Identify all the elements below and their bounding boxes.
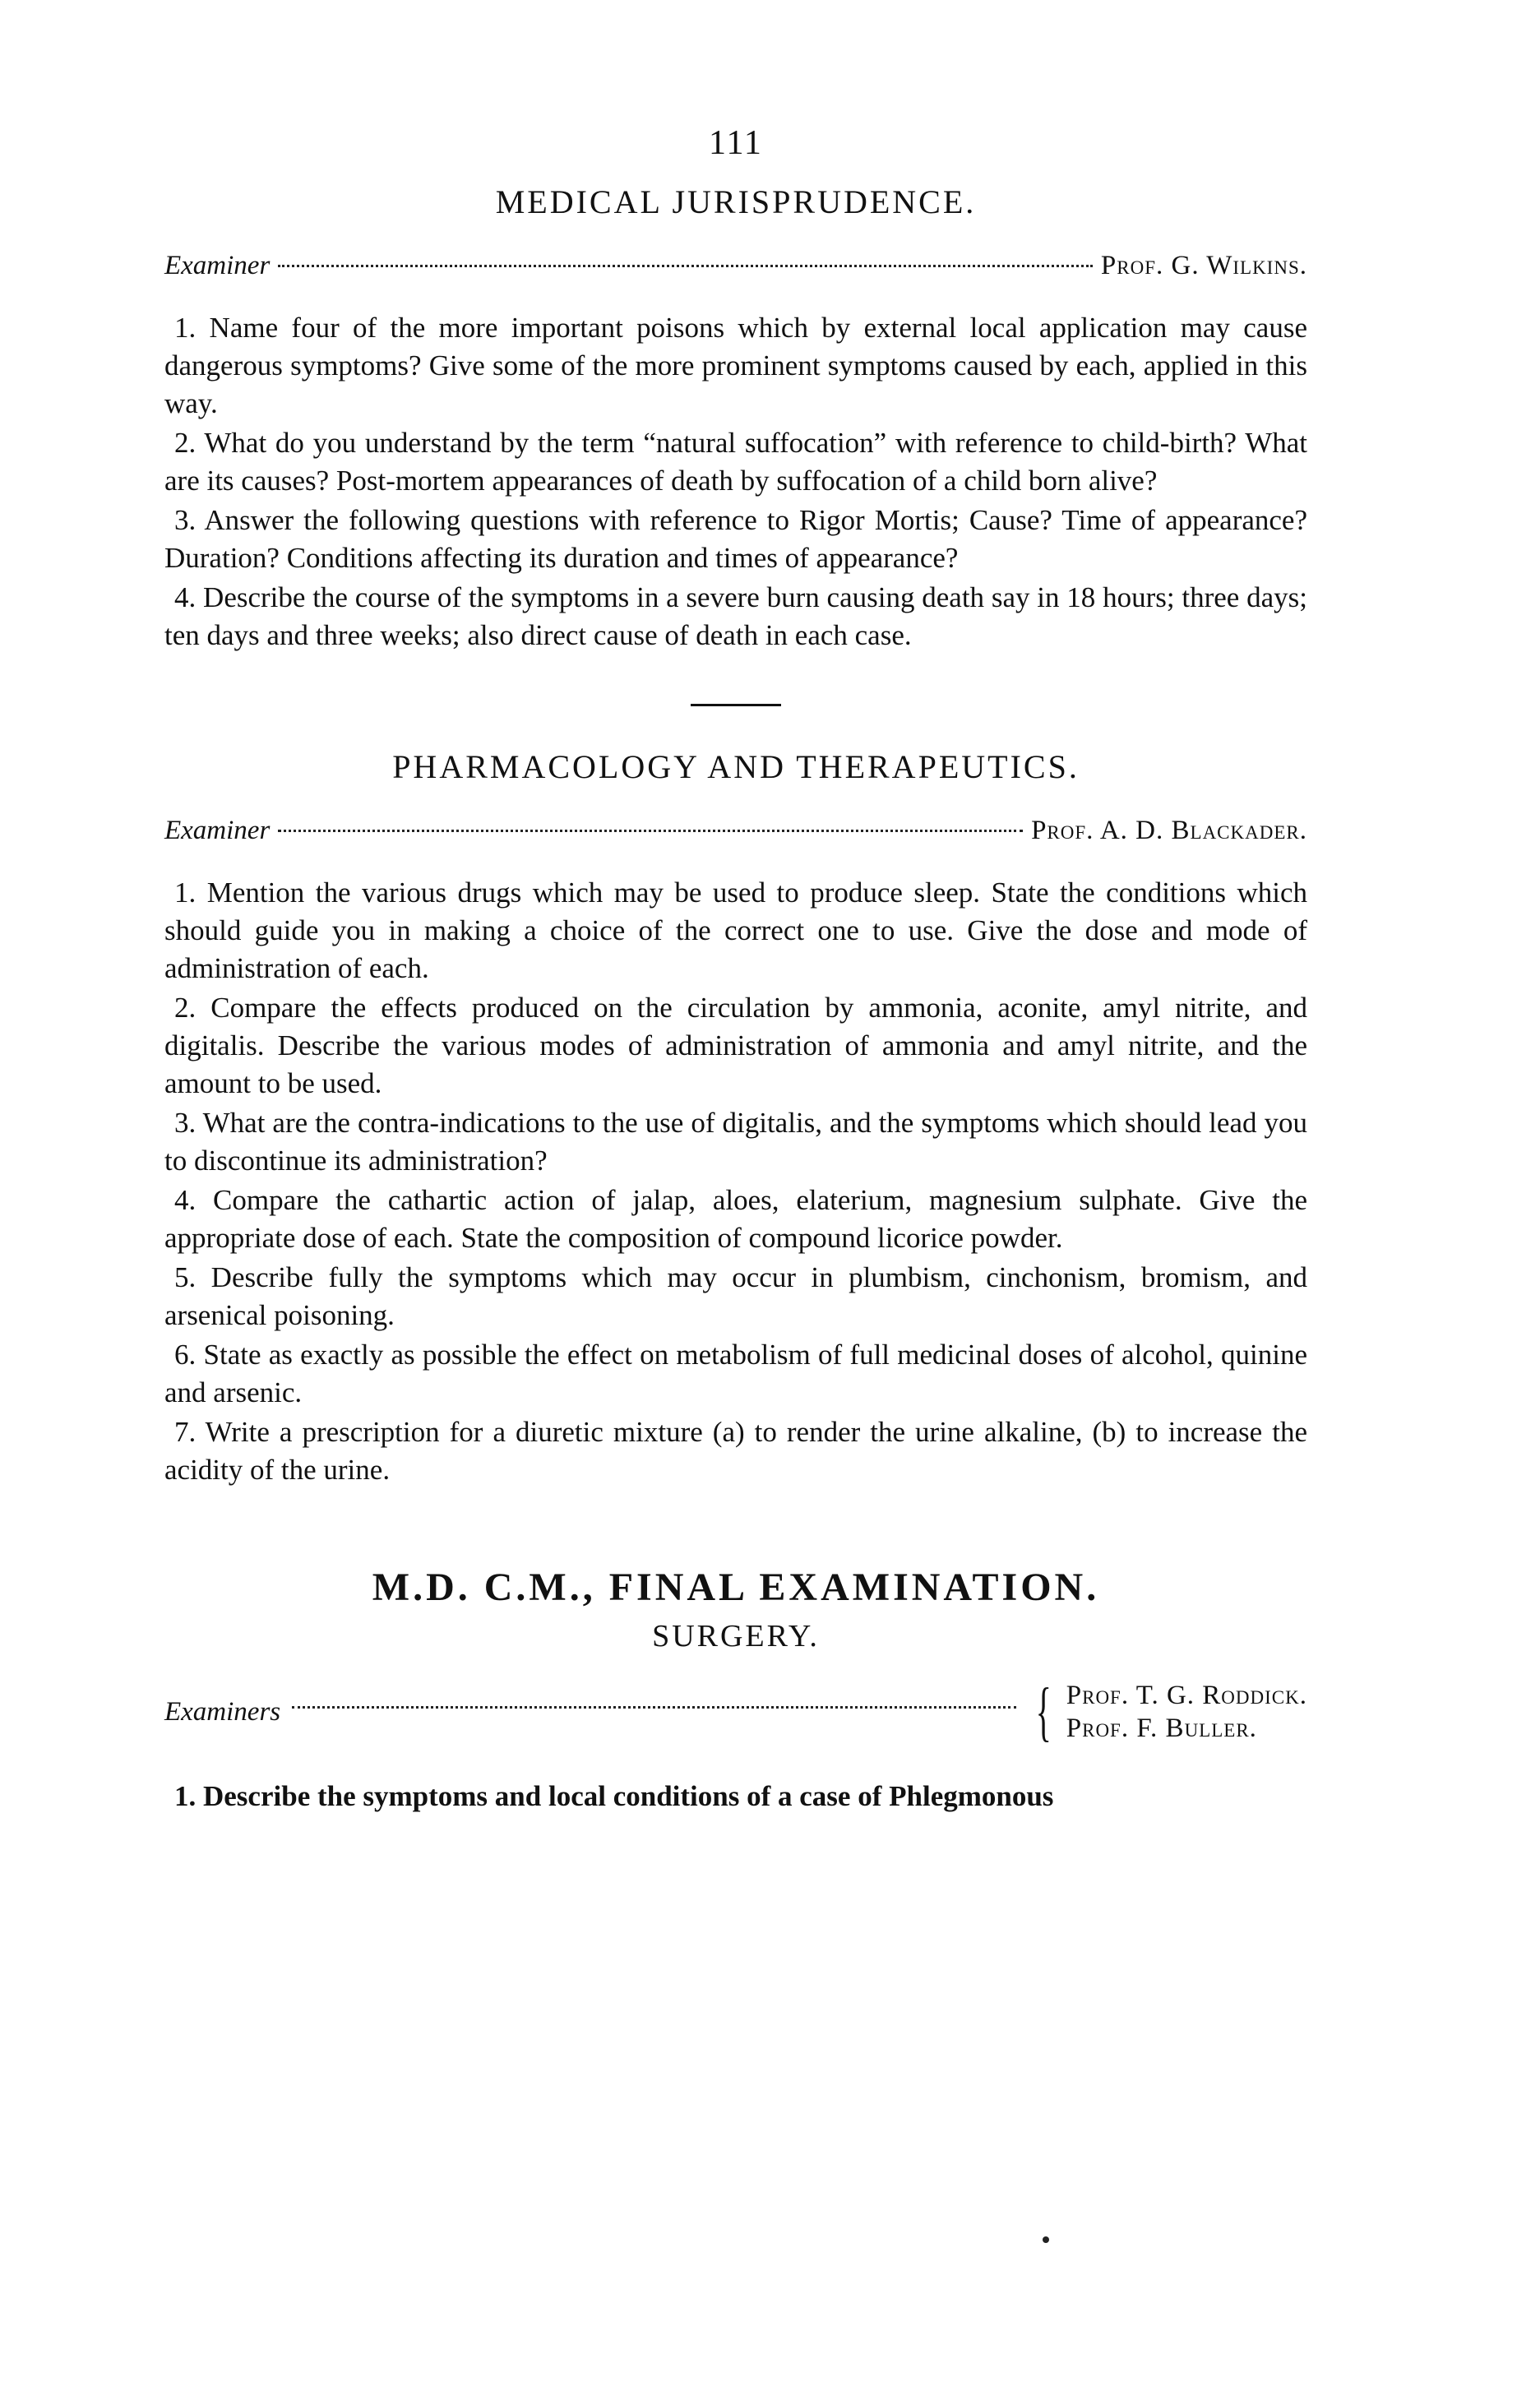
leader-dots bbox=[292, 1706, 1016, 1709]
examiner-line bbox=[164, 816, 1307, 846]
examiners-line bbox=[164, 1676, 1307, 1748]
examiners-group bbox=[1028, 1676, 1307, 1748]
leader-dots bbox=[278, 265, 1093, 267]
examiner-name: Prof. A. D. Blackader. bbox=[1031, 816, 1307, 845]
question: 2. What do you understand by the term “natural suffocation” with reference to child-birth? What are its causes? Post-mortem appearances of death by suffocation of a child born alive? bbox=[164, 427, 1307, 497]
question: 6. State as exactly as possible the effect on metabolism of full medicinal doses of alcohol, quinine and arsenic. bbox=[164, 1339, 1307, 1408]
question: 1. Describe the symptoms and local conditions of a case of Phlegmonous bbox=[174, 1780, 1054, 1812]
section-pharmacology bbox=[164, 747, 1307, 1489]
examiner-line bbox=[164, 251, 1307, 281]
examiner-label: Examiner bbox=[164, 816, 271, 845]
page-number: 111 bbox=[709, 124, 763, 162]
examiner-name: Prof. T. G. Roddick. bbox=[1066, 1681, 1307, 1710]
examiner-name: Prof. G. Wilkins. bbox=[1100, 251, 1307, 280]
section-title: PHARMACOLOGY AND THERAPEUTICS. bbox=[392, 748, 1080, 785]
question: 4. Compare the cathartic action of jalap, aloes, elaterium, magnesium sulphate. Give the appropriate dose of each. State the composition of compound licorice powder. bbox=[164, 1184, 1307, 1254]
question: 4. Describe the course of the symptoms in a severe burn causing death say in 18 hours; three days; ten days and three weeks; also direct cause of death in each case. bbox=[164, 581, 1307, 651]
examiners-label: Examiners bbox=[164, 1696, 281, 1727]
question: 1. Mention the various drugs which may be used to produce sleep. State the conditions which should guide you in making a choice of the correct one to use. Give the dose and mode of administration of each. bbox=[164, 876, 1307, 984]
subsection-title: SURGERY. bbox=[652, 1619, 820, 1653]
section-medical-jurisprudence bbox=[164, 183, 1307, 654]
question: 5. Describe fully the symptoms which may occur in plumbism, cinchonism, bromism, and arsenical poisoning. bbox=[164, 1261, 1307, 1331]
examiner-names bbox=[1066, 1679, 1307, 1745]
spacer bbox=[164, 1491, 1307, 1565]
examiner-label: Examiner bbox=[164, 251, 271, 280]
leader-dots bbox=[278, 830, 1023, 832]
question: 3. Answer the following questions with reference to Rigor Mortis; Cause? Time of appearance? Duration? Conditions affecting its duration and times of appearance? bbox=[164, 504, 1307, 574]
section-title: MEDICAL JURISPRUDENCE. bbox=[495, 183, 977, 220]
page bbox=[164, 123, 1307, 2302]
question: 2. Compare the effects produced on the circulation by ammonia, aconite, amyl nitrite, and digitalis. Describe the various modes of administration of ammonia and amyl nitrite, and the amount to be used. bbox=[164, 992, 1307, 1099]
exam-title: M.D. C.M., FINAL EXAMINATION. bbox=[372, 1565, 1100, 1609]
section-divider bbox=[691, 704, 781, 706]
examiner-name: Prof. F. Buller. bbox=[1066, 1713, 1257, 1743]
question: 1. Name four of the more important poisons which by external local application may cause dangerous symptoms? Give some of the more prominent symptoms caused by each, applied in this way. bbox=[164, 312, 1307, 419]
brace-symbol: { bbox=[1035, 1676, 1052, 1748]
question: 3. What are the contra-indications to the use of digitalis, and the symptoms which should lead you to discontinue its administration? bbox=[164, 1107, 1307, 1177]
ink-speck bbox=[1043, 2236, 1049, 2243]
section-final-examination bbox=[164, 1565, 1307, 1815]
question: 7. Write a prescription for a diuretic mixture (a) to render the urine alkaline, (b) to increase the acidity of the urine. bbox=[164, 1416, 1307, 1486]
